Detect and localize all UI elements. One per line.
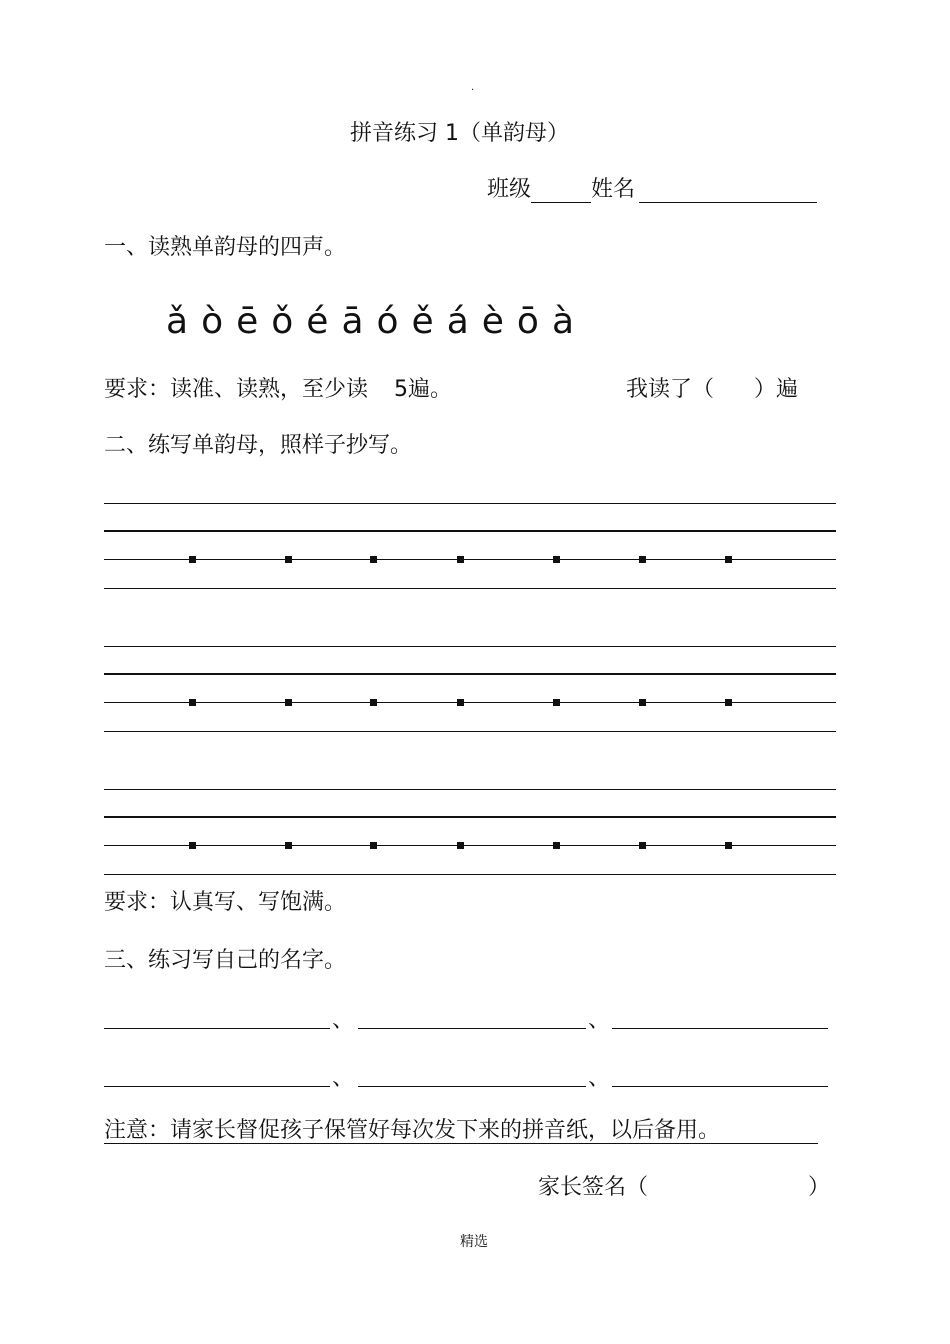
separator: 、 [588,1066,611,1091]
pinyin-item: à [551,301,574,342]
pinyin-item: ó [376,301,399,342]
pinyin-row [166,300,587,344]
name-blank[interactable] [104,1086,330,1087]
pinyin-item: ò [201,301,224,342]
pinyin-item: ē [236,301,259,342]
read-times-row [626,377,798,403]
read-times-prefix: 我读了（ [626,377,715,402]
staff-marker [725,842,732,849]
name-label: 姓名 [591,177,636,202]
name-blank[interactable] [612,1028,828,1029]
staff-marker [370,699,377,706]
staff-marker [553,699,560,706]
pinyin-item: è [481,301,504,342]
read-times-suffix: ）遍 [754,377,799,402]
section1-requirement [104,377,452,403]
name-blank[interactable] [104,1028,330,1029]
section2-heading: 二、练写单韵母，照样子抄写。 [104,433,413,458]
staff-marker [285,699,292,706]
read-count: 5 [394,377,409,402]
requirement-text: 要求：读准、读熟，至少读 [104,377,369,402]
section3-heading: 三、练习写自己的名字。 [104,948,347,973]
staff-line [104,646,836,647]
staff-marker [639,842,646,849]
pinyin-item: á [446,301,469,342]
staff-marker [370,842,377,849]
section2-requirement: 要求：认真写、写饱满。 [104,890,347,915]
staff-marker [189,556,196,563]
note-underline [104,1143,818,1144]
header-dot: . [471,82,475,93]
separator: 、 [588,1008,611,1033]
signature-label: 家长签名（ [538,1175,649,1200]
class-name-row [487,177,817,203]
section1-heading: 一、读熟单韵母的四声。 [104,235,347,260]
staff-line [104,731,836,732]
page-title: 拼音练习 1（单韵母） [350,121,569,146]
staff-marker [189,699,196,706]
staff-line [104,588,836,589]
separator: 、 [332,1008,355,1033]
parent-signature-row [538,1175,830,1201]
pinyin-item: ǒ [271,301,294,342]
staff-marker [553,556,560,563]
staff-marker [725,556,732,563]
staff-marker [457,842,464,849]
name-field[interactable] [639,178,817,203]
parent-note: 注意：请家长督促孩子保管好每次发下来的拼音纸，以后备用。 [104,1118,721,1143]
read-unit: 遍。 [408,377,453,402]
pinyin-item: ā [341,301,364,342]
staff-line [104,503,836,504]
staff-marker [553,842,560,849]
staff-line [104,673,836,675]
pinyin-item: é [306,301,329,342]
staff-marker [285,842,292,849]
footer-label: 精选 [460,1234,488,1250]
staff-line [104,789,836,790]
separator: 、 [332,1066,355,1091]
class-field[interactable] [531,178,591,203]
pinyin-item: ǎ [166,301,189,342]
signature-close: ） [808,1175,831,1200]
class-label: 班级 [487,177,532,202]
staff-marker [639,556,646,563]
staff-marker [189,842,196,849]
staff-marker [457,556,464,563]
staff-line [104,874,836,875]
pinyin-item: ō [516,301,539,342]
name-blank[interactable] [358,1028,586,1029]
staff-line [104,530,836,532]
staff-line [104,816,836,818]
staff-marker [457,699,464,706]
staff-marker [285,556,292,563]
staff-marker [725,699,732,706]
pinyin-item: ě [411,301,434,342]
staff-marker [370,556,377,563]
name-blank[interactable] [612,1086,828,1087]
name-blank[interactable] [358,1086,586,1087]
staff-marker [639,699,646,706]
